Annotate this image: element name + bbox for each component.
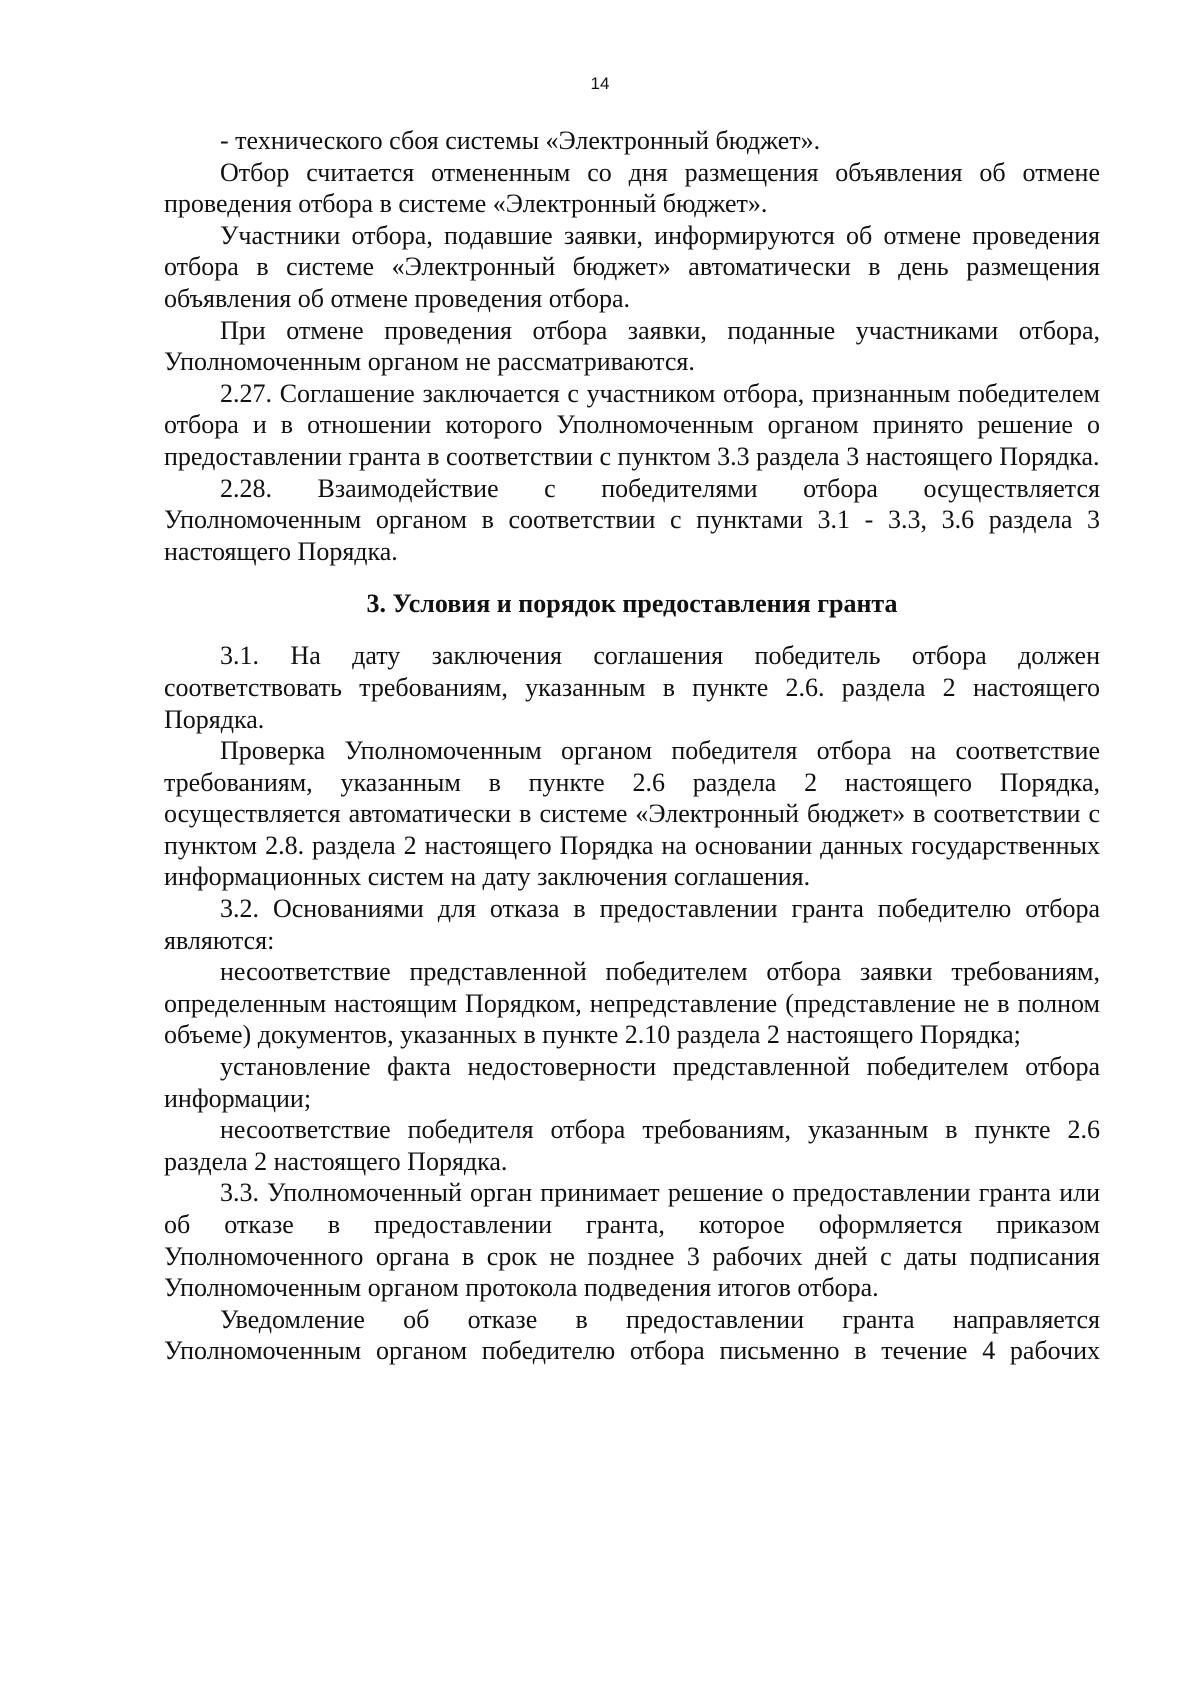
paragraph: 3.2. Основаниями для отказа в предоставлении гранта победителю отбора являются: [164, 894, 1100, 955]
paragraph: Проверка Уполномоченным органом победителя отбора на соответствие требованиям, указанным в пункте 2.6 раздела 2 настоящего Порядка, осуществляется автоматически в системе «Электронный бюджет» в соответствии с пунктом 2.8. раздела 2 настоящего Порядка на основании данных государственных информационных систем на дату заключения соглашения. [164, 736, 1100, 892]
paragraph: 3.3. Уполномоченный орган принимает решение о предоставлении гранта или об отказе в предоставлении гранта, которое оформляется приказом Уполномоченного органа в срок не позднее 3 рабочих дней с даты подписания Уполномоченным органом протокола подведения итогов отбора. [164, 1178, 1100, 1303]
paragraph: Участники отбора, подавшие заявки, информируются об отмене проведения отбора в системе «Электронный бюджет» автоматически в день размещения объявления об отмене проведения отбора. [164, 220, 1100, 313]
paragraph: Отбор считается отмененным со дня размещения объявления об отмене проведения отбора в системе «Электронный бюджет». [164, 157, 1100, 219]
paragraph: несоответствие представленной победителем отбора заявки требованиям, определенным настоящим Порядком, непредставление (представление не в полном объеме) документов, указанных в пункте 2.10 раздела 2 настоящего Порядка; [164, 957, 1100, 1050]
paragraph: 2.27. Соглашение заключается с участником отбора, признанным победителем отбора и в отношении которого Уполномоченным органом принято решение о предоставлении гранта в соответствии с пунктом 3.3 раздела 3 настоящего Порядка. [164, 378, 1100, 471]
paragraph: 3.1. На дату заключения соглашения победитель отбора должен соответствовать требованиям, указанным в пункте 2.6. раздела 2 настоящего Порядка. [164, 641, 1100, 734]
page-number: 14 [590, 74, 610, 93]
paragraph: 2.28. Взаимодействие с победителями отбора осуществляется Уполномоченным органом в соответствии с пунктами 3.1 - 3.3, 3.6 раздела 3 настоящего Порядка. [164, 473, 1100, 566]
paragraph: несоответствие победителя отбора требованиям, указанным в пункте 2.6 раздела 2 настоящего Порядка. [164, 1115, 1100, 1176]
document-body [164, 125, 1100, 1367]
paragraph: - технического сбоя системы «Электронный бюджет». [220, 126, 821, 155]
paragraph: При отмене проведения отбора заявки, поданные участниками отбора, Уполномоченным органом не рассматриваются. [164, 315, 1100, 377]
paragraph: Уведомление об отказе в предоставлении гранта направляется Уполномоченным органом победителю отбора письменно в течение 4 рабочих [164, 1304, 1100, 1366]
paragraph: установление факта недостоверности представленной победителем отбора информации; [164, 1052, 1100, 1113]
section-heading: 3. Условия и порядок предоставления гранта [366, 589, 898, 619]
